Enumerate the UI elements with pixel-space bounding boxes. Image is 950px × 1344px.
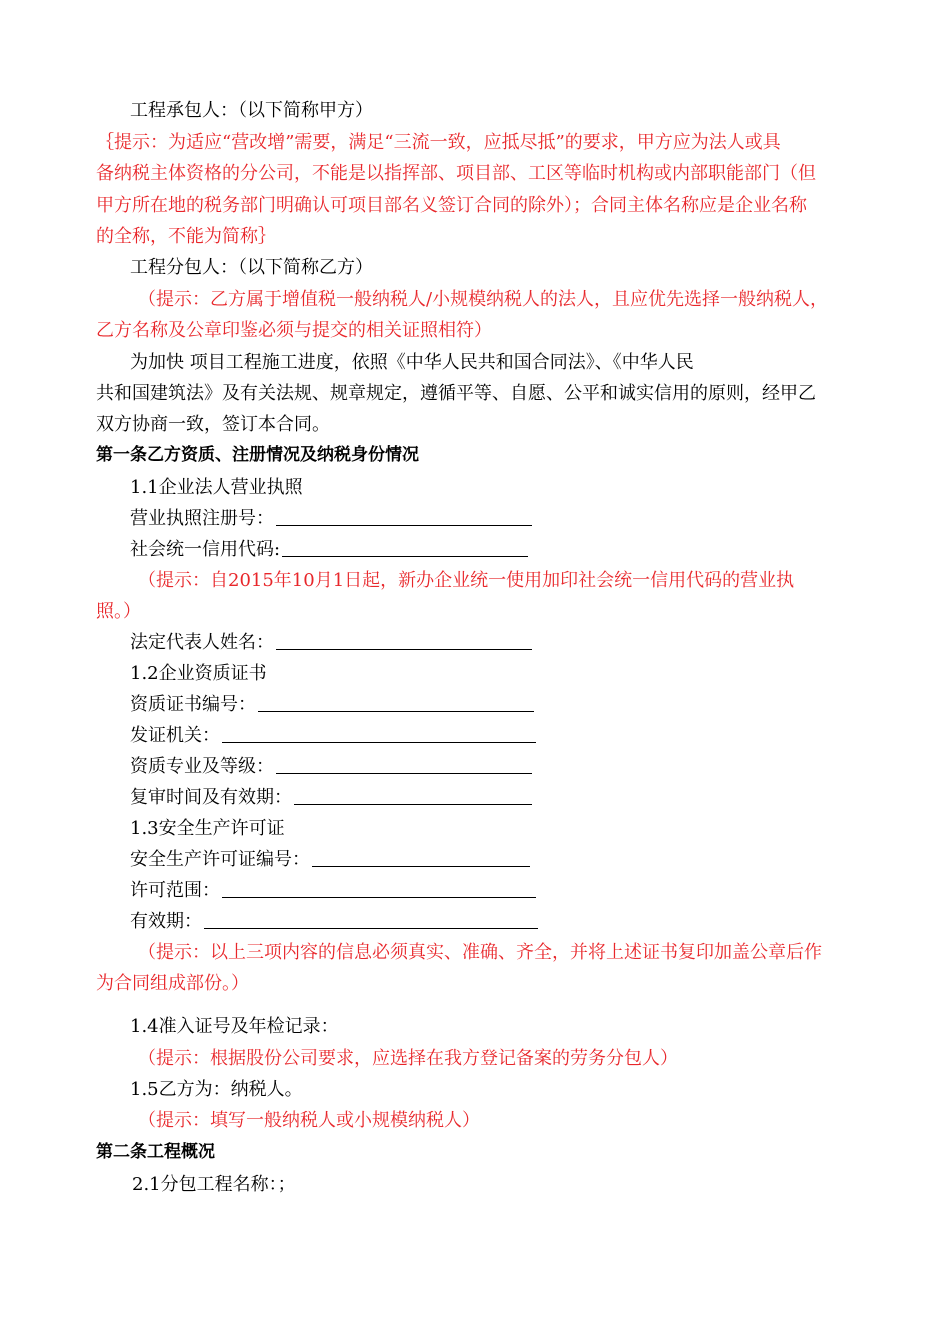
fill-line[interactable] xyxy=(312,844,530,867)
review-validity-field[interactable] xyxy=(130,782,876,813)
section-1-4: 1.4准入证号及年检记录： xyxy=(130,1016,339,1037)
cert-number-field[interactable] xyxy=(130,689,876,720)
field-label: 资质证书编号： xyxy=(130,694,256,715)
field-label: 有效期： xyxy=(130,911,202,932)
tip-line: （提示：填写一般纳税人或小规模纳税人） xyxy=(138,1110,480,1131)
tip-line: （提示：自2015年10月1日起，新办企业统一使用加印社会统一信用代码的营业执 xyxy=(138,570,795,591)
fill-line[interactable] xyxy=(222,875,536,898)
tip-line: 的全称，不能为简称｝ xyxy=(96,226,276,247)
contractor-line: 工程承包人：（以下简称甲方） xyxy=(130,100,373,121)
fill-line[interactable] xyxy=(222,720,536,743)
section-2-1: 2.1分包工程名称：； xyxy=(132,1174,296,1195)
subcontractor-line: 工程分包人：（以下简称乙方） xyxy=(130,257,373,278)
tip-line: 甲方所在地的税务部门明确认可项目部名义签订合同的除外）；合同主体名称应是企业名称 xyxy=(96,195,807,216)
section-1-3: 1.3安全生产许可证 xyxy=(130,818,285,839)
fill-line[interactable] xyxy=(294,782,532,805)
specialty-grade-field[interactable] xyxy=(130,751,876,782)
fill-line[interactable] xyxy=(276,503,532,526)
section-1-2: 1.2企业资质证书 xyxy=(130,663,267,684)
field-label: 营业执照注册号： xyxy=(130,508,274,529)
safety-permit-number-field[interactable] xyxy=(130,844,876,875)
field-label: 社会统一信用代码: xyxy=(130,539,281,560)
field-label: 法定代表人姓名： xyxy=(130,632,274,653)
tip-line: （提示：乙方属于增值税一般纳税人/小规模纳税人的法人，且应优先选择一般纳税人， xyxy=(138,289,829,310)
legal-rep-field[interactable] xyxy=(130,627,876,658)
field-label: 复审时间及有效期： xyxy=(130,787,292,808)
tip-line: 照。） xyxy=(96,601,141,622)
fill-line[interactable] xyxy=(282,534,528,557)
article1-heading: 第一条乙方资质、注册情况及纳税身份情况 xyxy=(96,445,419,465)
intro-line: 共和国建筑法》及有关法规、规章规定，遵循平等、自愿、公平和诚实信用的原则，经甲乙 xyxy=(96,383,816,404)
intro-line: 为加快 项目工程施工进度，依照《中华人民共和国合同法》、《中华人民 xyxy=(130,352,694,373)
permit-scope-field[interactable] xyxy=(130,875,876,906)
issuer-field[interactable] xyxy=(130,720,876,751)
section-1-1: 1.1企业法人营业执照 xyxy=(130,477,303,498)
section-1-5: 1.5乙方为：纳税人。 xyxy=(130,1079,303,1100)
fill-line[interactable] xyxy=(276,627,532,650)
tip-line: （提示：以上三项内容的信息必须真实、准确、齐全，并将上述证书复印加盖公章后作 xyxy=(138,942,822,963)
field-label: 发证机关： xyxy=(130,725,220,746)
validity-field[interactable] xyxy=(130,906,876,937)
credit-code-field[interactable] xyxy=(130,534,876,565)
tip-line: ｛提示：为适应“营改增”需要，满足“三流一致，应抵尽抵”的要求，甲方应为法人或具 xyxy=(96,132,781,153)
tip-line: 乙方名称及公章印鉴必须与提交的相关证照相符） xyxy=(96,320,492,341)
tip-line: 备纳税主体资格的分公司，不能是以指挥部、项目部、工区等临时机构或内部职能部门（但 xyxy=(96,163,816,184)
article2-heading: 第二条工程概况 xyxy=(96,1142,215,1162)
fill-line[interactable] xyxy=(204,906,538,929)
field-label: 资质专业及等级： xyxy=(130,756,274,777)
fill-line[interactable] xyxy=(258,689,534,712)
intro-line: 双方协商一致，签订本合同。 xyxy=(96,414,330,435)
tip-line: （提示：根据股份公司要求，应选择在我方登记备案的劳务分包人） xyxy=(138,1048,678,1069)
tip-line: 为合同组成部份。） xyxy=(96,973,249,994)
license-number-field[interactable] xyxy=(130,503,876,534)
field-label: 安全生产许可证编号： xyxy=(130,849,310,870)
field-label: 许可范围： xyxy=(130,880,220,901)
fill-line[interactable] xyxy=(276,751,532,774)
